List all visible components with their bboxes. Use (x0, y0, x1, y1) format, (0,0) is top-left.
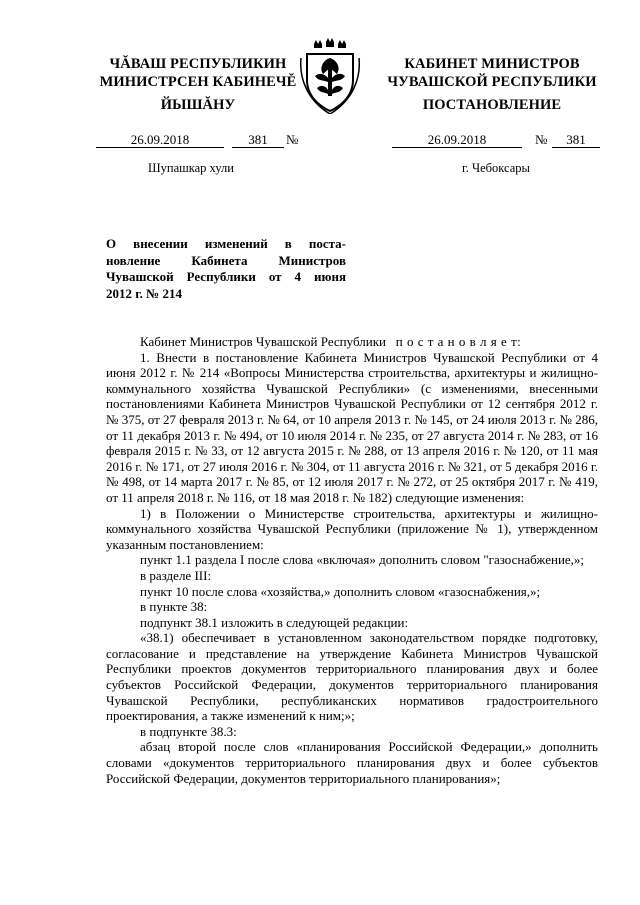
left-number-sign: № (286, 132, 299, 147)
paragraph-10: абзац второй после слов «планирования Российской Федерации,» дополнить словами «документов территориального планирования двух и более субъектов Российской Федерации, документов территориального планирования»; (106, 739, 598, 786)
paragraph-6: в пункте 38: (140, 599, 208, 615)
header-right-doc-type: ПОСТАНОВЛЕНИЕ (422, 97, 562, 113)
right-date: 26.09.2018 (427, 132, 487, 147)
header-right-org-line1: КАБИНЕТ МИНИСТРОВ (404, 56, 580, 72)
document-body (106, 334, 598, 786)
paragraph-9: в подпункте 38.3: (140, 723, 237, 739)
preamble (106, 334, 598, 350)
paragraph-5: пункт 10 после слова «хозяйства,» дополнить словом «газоснабжения,»; (140, 583, 541, 599)
right-number: 381 (566, 132, 586, 147)
paragraph-1: 1. Внести в постановление Кабинета Министров Чувашской Республики от 4 июня 2012 г. № 214 «Вопросы Министерства строительства, архитектуры и жилищно-коммунального хозяйства Чувашской Республики» (с изменениями, внесенными постановлениями Кабинета Министров Чувашской Республики от 12 сентября 2012 г. № 375, от 27 февраля 2013 г. № 64, от 10 апреля 2013 г. № 145, от 24 июля 2013 г. № 286, от 11 декабря 2013 г. № 494, от 10 июля 2014 г. № 235, от 27 августа 2014 г. № 283, от 16 февраля 2015 г. № 33, от 12 августа 2015 г. № 288, от 13 апреля 2016 г. № 120, от 11 мая 2016 г. № 171, от 27 июля 2016 г. № 304, от 11 августа 2016 г. № 321, от 5 декабря 2016 г. № 498, от 14 марта 2017 г. № 85, от 12 июля 2017 г. № 272, от 25 октября 2017 г. № 419, от 11 апреля 2018 г. № 116, от 18 мая 2018 г. № 182) следующие изменения: (106, 349, 598, 505)
paragraph-2: 1) в Положении о Министерстве строительства, архитектуры и жилищно-коммунального хозяйства Чувашской Республики (приложение № 1), утвержденном указанным постановлением: (106, 505, 598, 552)
header-left-org-line1: ЧĂВАШ РЕСПУБЛИКИН (109, 56, 287, 72)
right-number-sign: № (535, 132, 548, 147)
preamble-verb: п о с т а н о в л я е т: (395, 334, 522, 349)
document-subject (106, 236, 346, 302)
right-city: г. Чебоксары (462, 161, 530, 175)
header-left-org (88, 55, 308, 91)
paragraph-7: подпункт 38.1 изложить в следующей редакции: (140, 614, 409, 630)
left-date: 26.09.2018 (130, 132, 190, 147)
subject-line2: новление Кабинета Министров (106, 252, 346, 268)
header-left-org-line2: МИНИСТРСЕН КАБИНЕЧĔ (99, 74, 297, 90)
paragraph-4: в разделе III: (140, 567, 212, 583)
header-left-doc-type: ЙЫШĂНУ (160, 97, 236, 113)
header-right-org (378, 55, 606, 91)
left-number: 381 (248, 132, 268, 147)
paragraph-8: «38.1) обеспечивает в установленном законодательством порядке подготовку, согласование и представление на утверждение Кабинета Министров Чувашской Республики проектов документов территориального планирования двух и более субъектов Российской Федерации, документов территориального планирования Чувашской Республики, республиканских нормативов градостроительного проектирования, а также изменений к ним;»; (106, 630, 598, 724)
preamble-subject: Кабинет Министров Чувашской Республики (140, 334, 386, 349)
left-city: Шупашкар хули (148, 161, 234, 175)
subject-line3: Чувашской Республики от 4 июня (106, 269, 346, 284)
emblem-icon (297, 38, 363, 114)
subject-line1: О внесении изменений в поста- (106, 236, 346, 251)
paragraph-3: пункт 1.1 раздела I после слова «включая» дополнить словом "газоснабжение,»; (140, 552, 585, 568)
coat-of-arms-emblem (297, 38, 363, 114)
subject-line4: 2012 г. № 214 (106, 285, 183, 301)
header-right-org-line2: ЧУВАШСКОЙ РЕСПУБЛИКИ (387, 74, 597, 90)
